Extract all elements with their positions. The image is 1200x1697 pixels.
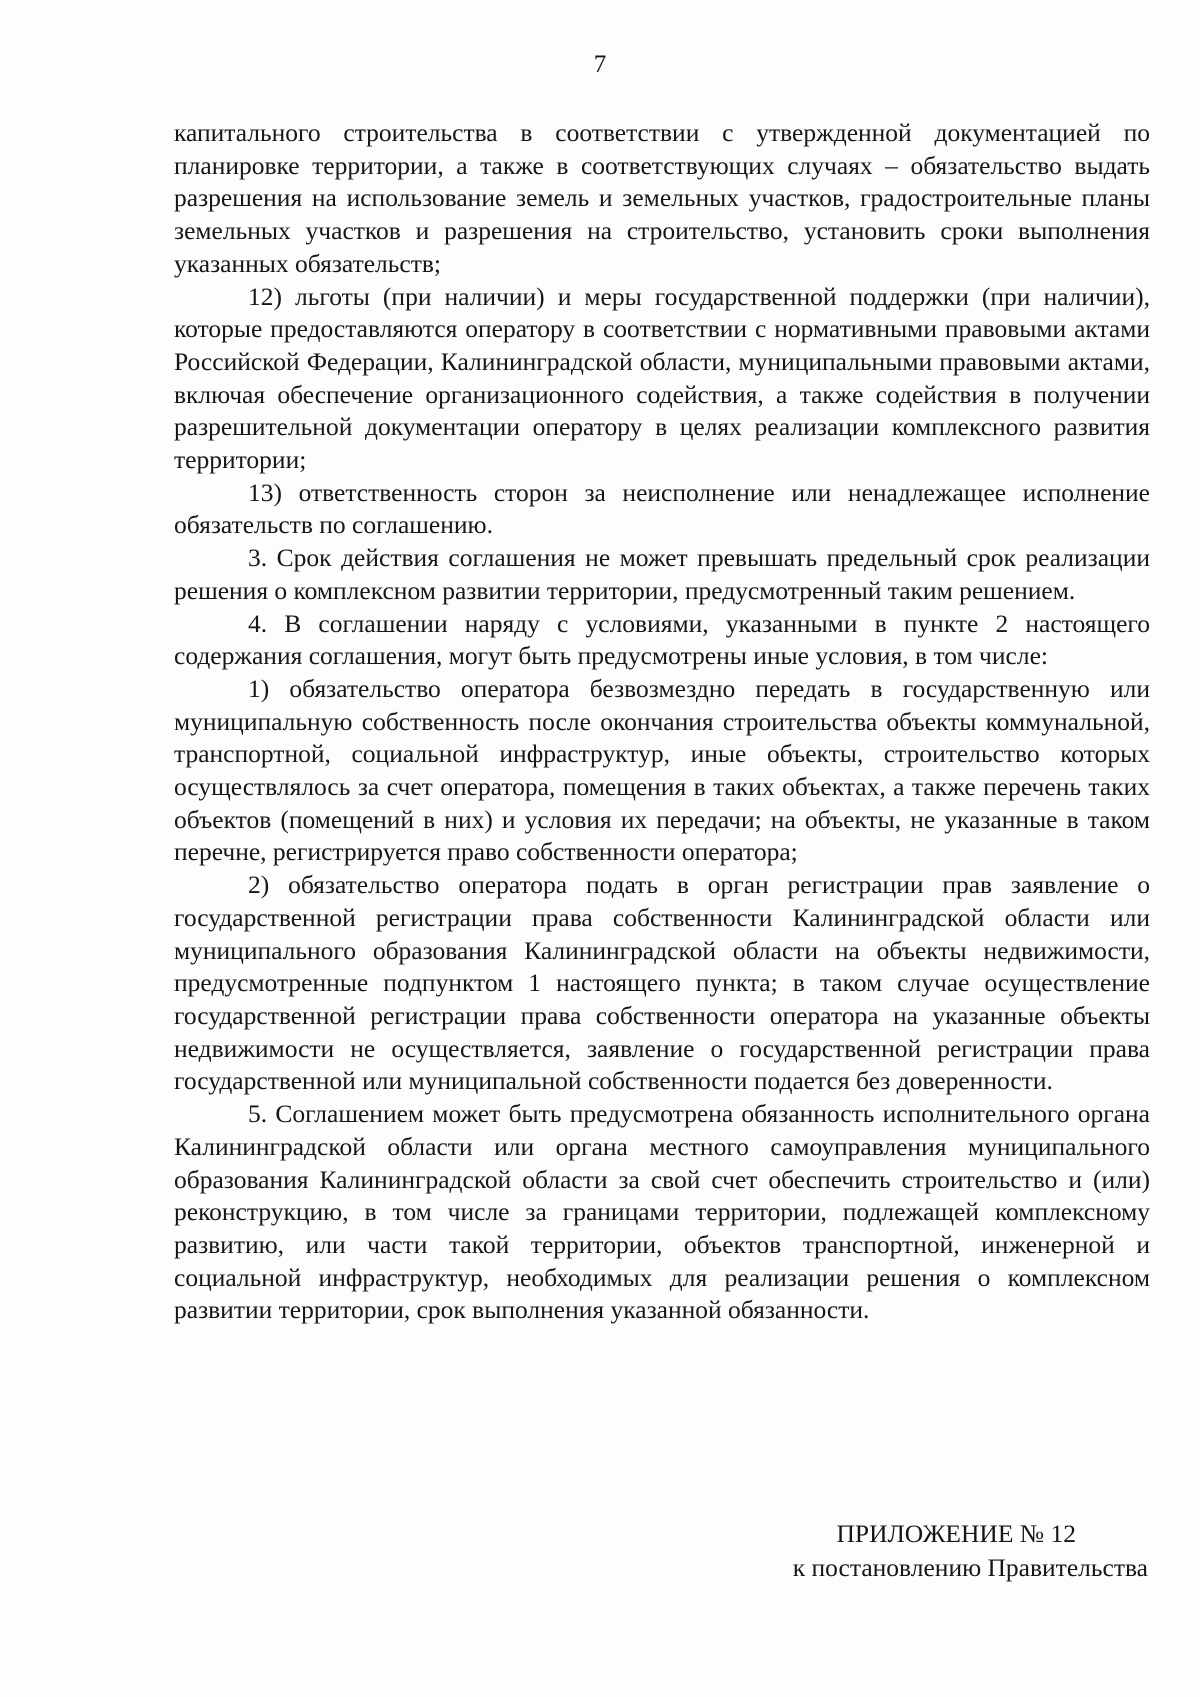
paragraph-1: капитального строительства в соответствии с утвержденной документацией по планировке территории, а также в соответствующих случаях – обязательство выдать разрешения на использование земель и земельных участков, градостроительные планы земельных участков и разрешения на строительство, установить сроки выполнения указанных обязательств; [174,118,1150,278]
paragraph-clause-4-sub-1: 1) обязательство оператора безвозмездно передать в государственную или муниципальную собственность после окончания строительства объекты коммунальной, транспортной, социальной инфраструктур, иные объекты, строительство которых осуществлялось за счет оператора, помещения в таких объектах, а также перечень таких объектов (помещений в них) и условия их передачи; на объекты, не указанные в таком перечне, регистрируется право собственности оператора; [174,673,1150,867]
appendix-title: ПРИЛОЖЕНИЕ № 12 [836,1519,1076,1548]
paragraph-clause-5: 5. Соглашением может быть предусмотрена обязанность исполнительного органа Калининградской области или органа местного самоуправления муниципального образования Калининградской области за свой счет обеспечить строительство и (или) реконструкцию, в том числе за границами территории, подлежащей комплексному развитию, или части такой территории, объектов транспортной, инженерной и социальной инфраструктур, необходимых для реализации решения о комплексном развитии территории, срок выполнения указанной обязанности. [174,1099,1150,1325]
paragraph-clause-4: 4. В соглашении наряду с условиями, указанными в пункте 2 настоящего содержания соглашения, могут быть предусмотрены иные условия, в том числе: [174,608,1150,671]
paragraph-item-12: 12) льготы (при наличии) и меры государственной поддержки (при наличии), которые предоставляются оператору в соответствии с нормативными правовыми актами Российской Федерации, Калининградской области, муниципальными правовыми актами, включая обеспечение организационного содействия, а также содействия в получении разрешительной документации оператору в целях реализации комплексного развития территории; [174,281,1150,475]
appendix-heading [648,1517,1148,1585]
paragraph-clause-4-sub-2: 2) обязательство оператора подать в орган регистрации прав заявление о государственной регистрации права собственности Калининградской области или муниципального образования Калининградской области на объекты недвижимости, предусмотренные подпунктом 1 настоящего пункта; в таком случае осуществление государственной регистрации права собственности оператора на указанные объекты недвижимости не осуществляется, заявление о государственной регистрации права государственной или муниципальной собственности подается без доверенности. [174,870,1150,1096]
appendix-subtitle: к постановлению Правительства [792,1553,1148,1582]
paragraph-clause-3: 3. Срок действия соглашения не может превышать предельный срок реализации решения о комплексном развитии территории, предусмотренный таким решением. [174,543,1150,605]
page-number: 7 [593,51,607,78]
document-body [174,117,1150,1327]
paragraph-item-13: 13) ответственность сторон за неисполнение или ненадлежащее исполнение обязательств по соглашению. [174,477,1150,540]
